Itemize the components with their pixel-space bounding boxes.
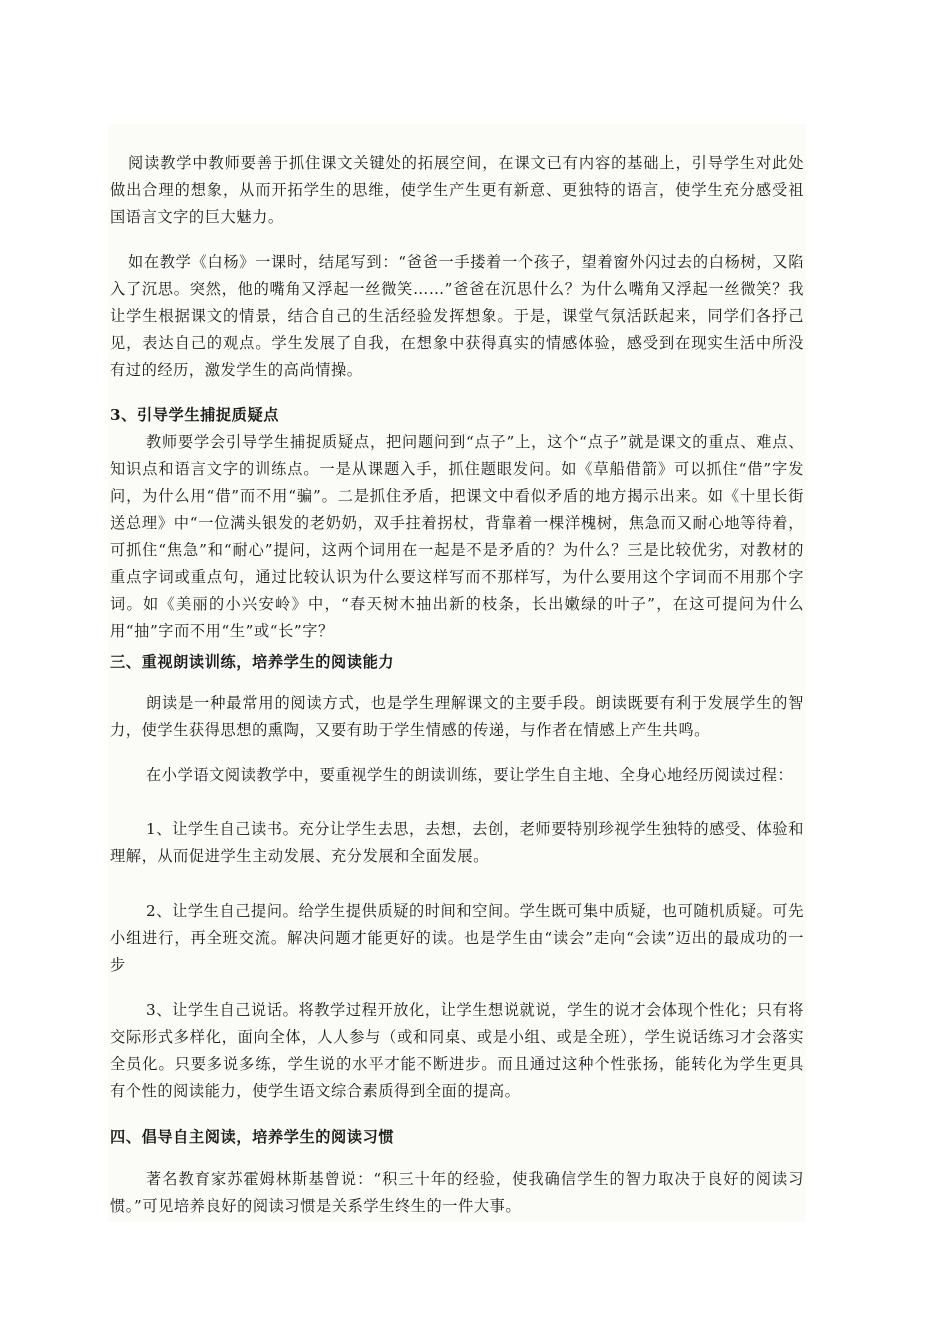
paragraph-self-questioning: 2、让学生自己提问。给学生提供质疑的时间和空间。学生既可集中质疑，也可随机质疑。可先小组进行，再全班交流。解决问题才能更好的读。也是学生由“读会”走向“会读”迈出的最成功的一步 <box>110 902 804 974</box>
paragraph-self-speaking: 3、让学生自己说话。将教学过程开放化，让学生想说就说，学生的说才会体现个性化；只有将交际形式多样化，面向全体，人人参与（或和同桌、或是小组、或是全班），学生说话练习才会落实全员化。只要多说多练，学生说的水平才能不断进步。而且通过这种个性张扬，能转化为学生更具有个性的阅读能力，使学生语文综合素质得到全面的提高。 <box>110 1001 804 1100</box>
heading-question-points: 3、引导学生捕捉质疑点 <box>110 406 280 424</box>
paragraph-reading-aloud: 朗读是一种最常用的阅读方式，也是学生理解课文的主要手段。朗读既要有利于发展学生的智力，使学生获得思想的熏陶，又要有助于学生情感的传递，与作者在情感上产生共鸣。 <box>110 694 804 739</box>
paragraph-baiyang-example: 如在教学《白杨》一课时，结尾写到：“爸爸一手搂着一个孩子，望着窗外闪过去的白杨树，又陷入了沉思。突然，他的嘴角又浮起一丝微笑……”爸爸在沉思什么？为什么嘴角又浮起一丝微笑？我让学生根据课文的情景，结合自己的生活经验发挥想象。于是，课堂气氛活跃起来，同学们各抒己见，表达自己的观点。学生发展了自我，在想象中获得真实的情感体验，感受到在现实生活中所没有过的经历，激发学生的高尚情操。 <box>110 253 804 379</box>
heading-reading-aloud: 三、重视朗读训练，培养学生的阅读能力 <box>110 653 395 671</box>
paragraph-reading-training: 在小学语文阅读教学中，要重视学生的朗读训练，要让学生自主地、全身心地经历阅读过程： <box>146 766 794 784</box>
paragraph-self-reading: 1、让学生自己读书。充分让学生去思，去想，去创，老师要特别珍视学生独特的感受、体验和理解，从而促进学生主动发展、充分发展和全面发展。 <box>110 820 804 865</box>
paragraph-reading-habits: 著名教育家苏霍姆林斯基曾说：“积三十年的经验，使我确信学生的智力取决于良好的阅读习惯。”可见培养良好的阅读习惯是关系学生终生的一件大事。 <box>110 1170 804 1215</box>
paragraph-expansion-space: 阅读教学中教师要善于抓住课文关键处的拓展空间，在课文已有内容的基础上，引导学生对此处做出合理的想象，从而开拓学生的思维，使学生产生更有新意、更独特的语言，使学生充分感受祖国语言文字的巨大魅力。 <box>110 154 804 226</box>
heading-independent-reading: 四、倡导自主阅读，培养学生的阅读习惯 <box>110 1128 395 1146</box>
paragraph-question-points: 教师要学会引导学生捕捉质疑点，把问题问到“点子”上，这个“点子”就是课文的重点、难点、知识点和语言文字的训练点。一是从课题入手，抓住题眼发问。如《草船借箭》可以抓住“借”字发问，为什么用“借”而不用“骗”。二是抓住矛盾，把课文中看似矛盾的地方揭示出来。如《十里长街送总理》中“一位满头银发的老奶奶，双手拄着拐杖，背靠着一棵洋槐树，焦急而又耐心地等待着，可抓住“焦急”和“耐心”提问，这两个词用在一起是不是矛盾的？为什么？三是比较优劣，对教材的重点字词或重点句，通过比较认识为什么要这样写而不那样写，为什么要用这个字词而不用那个字词。如《美丽的小兴安岭》中，“春天树木抽出新的枝条，长出嫩绿的叶子”，在这可提问为什么用“抽”字而不用“生”或“长”字？ <box>110 433 804 640</box>
document-body <box>108 124 806 1222</box>
